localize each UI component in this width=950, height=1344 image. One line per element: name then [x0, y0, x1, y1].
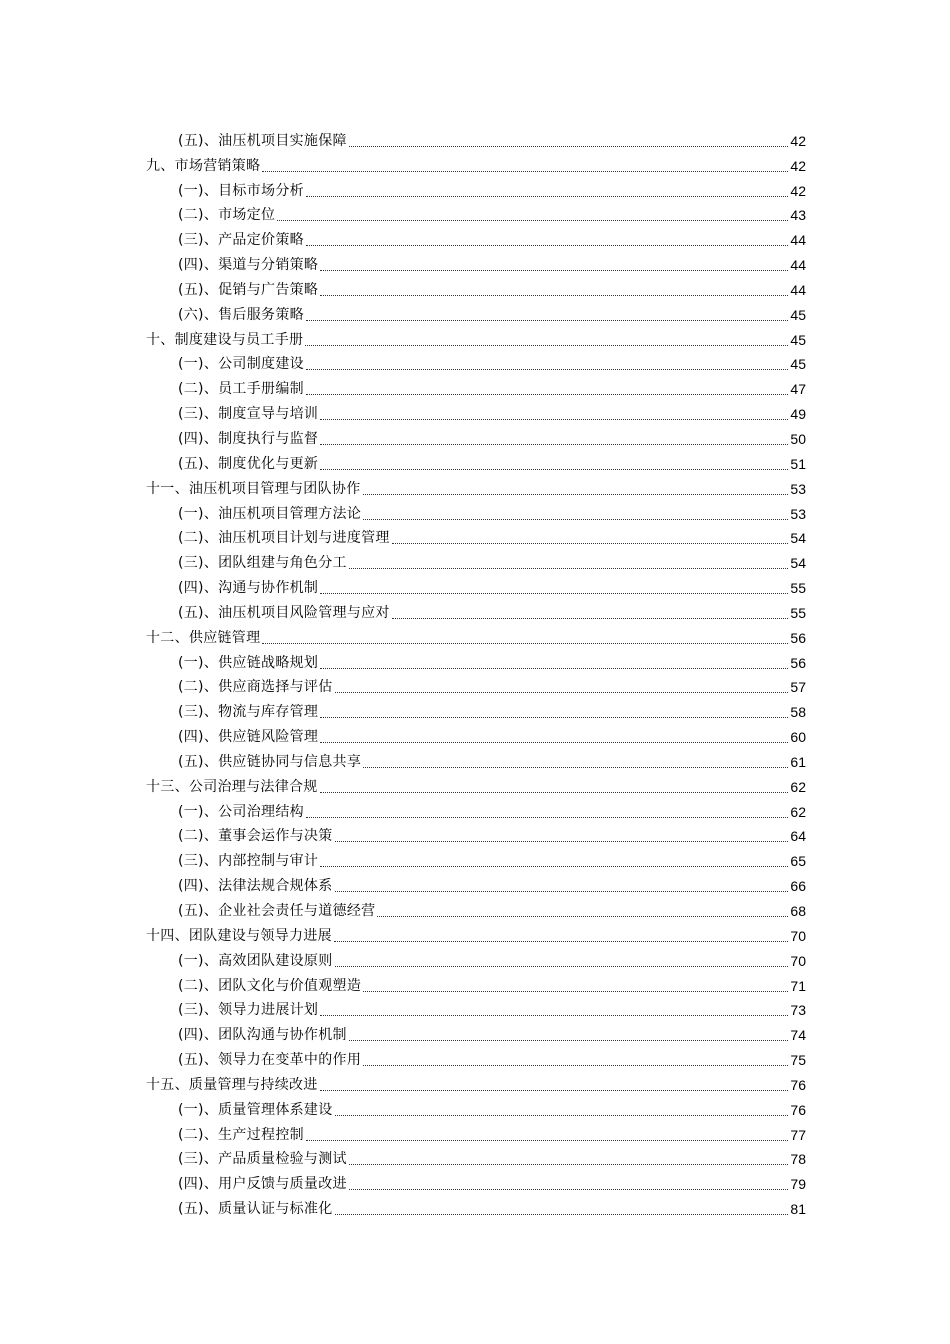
- toc-dot-leader: [320, 443, 788, 445]
- toc-page-number: 70: [790, 927, 806, 944]
- toc-dot-leader: [392, 617, 788, 619]
- toc-entry-title: (一)、油压机项目管理方法论: [178, 505, 362, 522]
- toc-section-entry[interactable]: [146, 499, 806, 524]
- toc-dot-leader: [363, 1064, 788, 1066]
- toc-page-number: 57: [790, 679, 806, 696]
- toc-entry-title: (四)、法律法规合规体系: [178, 878, 333, 895]
- toc-entry-title: (五)、领导力在变革中的作用: [178, 1052, 362, 1069]
- toc-entry-title: (二)、油压机项目计划与进度管理: [178, 530, 390, 547]
- toc-dot-leader: [335, 1213, 788, 1215]
- toc-dot-leader: [306, 244, 788, 246]
- toc-dot-leader: [306, 393, 788, 395]
- toc-dot-leader: [306, 816, 788, 818]
- toc-entry-title: (一)、公司制度建设: [178, 356, 304, 373]
- toc-entry-title: (一)、高效团队建设原则: [178, 952, 333, 969]
- toc-dot-leader: [277, 219, 788, 221]
- toc-section-entry[interactable]: [146, 399, 806, 424]
- toc-dot-leader: [320, 468, 788, 470]
- toc-chapter-entry[interactable]: [146, 772, 806, 797]
- toc-entry-title: (五)、促销与广告策略: [178, 281, 319, 298]
- toc-section-entry[interactable]: [146, 126, 806, 151]
- toc-entry-title: (三)、物流与库存管理: [178, 704, 319, 721]
- toc-page-number: 71: [790, 977, 806, 994]
- toc-section-entry[interactable]: [146, 946, 806, 971]
- toc-dot-leader: [320, 865, 788, 867]
- toc-section-entry[interactable]: [146, 822, 806, 847]
- toc-page-number: 49: [790, 406, 806, 423]
- toc-entry-title: (二)、生产过程控制: [178, 1126, 304, 1143]
- toc-dot-leader: [363, 990, 788, 992]
- toc-page-number: 76: [790, 1076, 806, 1093]
- toc-entry-title: (二)、团队文化与价值观塑造: [178, 977, 362, 994]
- toc-entry-title: (一)、供应链战略规划: [178, 654, 319, 671]
- toc-page-number: 75: [790, 1052, 806, 1069]
- toc-dot-leader: [306, 319, 788, 321]
- toc-page-number: 56: [790, 654, 806, 671]
- toc-entry-title: 十三、公司治理与法律合规: [146, 778, 318, 795]
- toc-page-number: 53: [790, 505, 806, 522]
- toc-page-number: 42: [790, 182, 806, 199]
- toc-dot-leader: [262, 170, 788, 172]
- toc-dot-leader: [305, 344, 788, 346]
- toc-section-entry[interactable]: [146, 250, 806, 275]
- toc-section-entry[interactable]: [146, 722, 806, 747]
- toc-chapter-entry[interactable]: [146, 623, 806, 648]
- toc-chapter-entry[interactable]: [146, 1070, 806, 1095]
- toc-page-number: 51: [790, 455, 806, 472]
- toc-dot-leader: [320, 716, 788, 718]
- toc-entry-title: (四)、团队沟通与协作机制: [178, 1027, 347, 1044]
- toc-entry-title: (四)、制度执行与监督: [178, 430, 319, 447]
- toc-section-entry[interactable]: [146, 548, 806, 573]
- toc-entry-title: (三)、产品定价策略: [178, 232, 304, 249]
- toc-dot-leader: [320, 791, 788, 793]
- toc-entry-title: (一)、目标市场分析: [178, 182, 304, 199]
- toc-section-entry[interactable]: [146, 996, 806, 1021]
- toc-page-number: 73: [790, 1002, 806, 1019]
- toc-dot-leader: [349, 1039, 788, 1041]
- toc-section-entry[interactable]: [146, 374, 806, 399]
- toc-section-entry[interactable]: [146, 871, 806, 896]
- toc-entry-title: (一)、公司治理结构: [178, 803, 304, 820]
- toc-entry-title: (二)、市场定位: [178, 207, 276, 224]
- toc-entry-title: (六)、售后服务策略: [178, 306, 304, 323]
- toc-page-number: 58: [790, 704, 806, 721]
- toc-section-entry[interactable]: [146, 1120, 806, 1145]
- toc-entry-title: (五)、企业社会责任与道德经营: [178, 903, 376, 919]
- toc-page-number: 68: [790, 903, 806, 919]
- toc-chapter-entry[interactable]: [146, 921, 806, 946]
- toc-section-entry[interactable]: [146, 524, 806, 549]
- toc-page-number: 70: [790, 952, 806, 969]
- toc-chapter-entry[interactable]: [146, 474, 806, 499]
- toc-dot-leader: [335, 965, 788, 967]
- toc-page-number: 62: [790, 778, 806, 795]
- toc-section-entry[interactable]: [146, 350, 806, 375]
- toc-page-number: 61: [790, 753, 806, 770]
- toc-section-entry[interactable]: [146, 1145, 806, 1170]
- toc-section-entry[interactable]: [146, 300, 806, 325]
- toc-dot-leader: [262, 642, 788, 644]
- toc-page-number: 44: [790, 232, 806, 249]
- toc-entry-title: 十、制度建设与员工手册: [146, 331, 304, 348]
- toc-dot-leader: [349, 1188, 788, 1190]
- toc-entry-title: (三)、领导力进展计划: [178, 1002, 319, 1019]
- toc-section-entry[interactable]: [146, 573, 806, 598]
- toc-entry-title: (五)、油压机项目实施保障: [178, 132, 347, 149]
- toc-entry-title: (五)、供应链协同与信息共享: [178, 753, 362, 770]
- toc-section-entry[interactable]: [146, 176, 806, 201]
- toc-page-number: 42: [790, 132, 806, 149]
- toc-dot-leader: [335, 890, 788, 892]
- toc-section-entry[interactable]: [146, 1194, 806, 1219]
- toc-section-entry[interactable]: [146, 797, 806, 822]
- toc-entry-title: 十五、质量管理与持续改进: [146, 1076, 318, 1093]
- toc-page-number: 74: [790, 1027, 806, 1044]
- toc-chapter-entry[interactable]: [146, 325, 806, 350]
- toc-page-number: 43: [790, 207, 806, 224]
- toc-entry-title: 十四、团队建设与领导力进展: [146, 927, 332, 944]
- toc-entry-title: (三)、制度宣导与培训: [178, 406, 319, 423]
- toc-section-entry[interactable]: [146, 598, 806, 623]
- toc-section-entry[interactable]: [146, 697, 806, 722]
- toc-section-entry[interactable]: [146, 747, 806, 772]
- toc-section-entry[interactable]: [146, 424, 806, 449]
- toc-page-number: 62: [790, 803, 806, 820]
- toc-dot-leader: [363, 493, 789, 495]
- toc-entry-title: (三)、团队组建与角色分工: [178, 555, 347, 572]
- toc-page-number: 81: [790, 1201, 806, 1218]
- toc-entry-title: (五)、油压机项目风险管理与应对: [178, 604, 390, 621]
- toc-page-number: 42: [790, 157, 806, 174]
- toc-entry-title: 十一、油压机项目管理与团队协作: [146, 480, 361, 497]
- toc-section-entry[interactable]: [146, 201, 806, 226]
- toc-dot-leader: [320, 418, 788, 420]
- toc-dot-leader: [335, 840, 788, 842]
- toc-dot-leader: [335, 1114, 788, 1116]
- toc-page-number: 55: [790, 604, 806, 621]
- toc-dot-leader: [320, 1089, 788, 1091]
- toc-entry-title: (四)、沟通与协作机制: [178, 580, 319, 597]
- toc-dot-leader: [320, 667, 788, 669]
- toc-section-entry[interactable]: [146, 971, 806, 996]
- toc-dot-leader: [363, 766, 788, 768]
- toc-dot-leader: [392, 542, 788, 544]
- toc-entry-title: (四)、供应链风险管理: [178, 729, 319, 746]
- toc-section-entry[interactable]: [146, 896, 806, 921]
- toc-chapter-entry[interactable]: [146, 151, 806, 176]
- toc-page-number: 44: [790, 257, 806, 274]
- toc-entry-title: (二)、供应商选择与评估: [178, 679, 333, 696]
- toc-dot-leader: [335, 691, 788, 693]
- toc-page-number: 44: [790, 281, 806, 298]
- toc-entry-title: (一)、质量管理体系建设: [178, 1101, 333, 1118]
- toc-page-number: 60: [790, 729, 806, 746]
- toc-dot-leader: [306, 195, 788, 197]
- toc-dot-leader: [349, 567, 788, 569]
- toc-page-number: 54: [790, 555, 806, 572]
- toc-page-number: 45: [790, 356, 806, 373]
- toc-section-entry[interactable]: [146, 225, 806, 250]
- toc-section-entry[interactable]: [146, 1045, 806, 1070]
- toc-page-number: 64: [790, 828, 806, 845]
- toc-section-entry[interactable]: [146, 1020, 806, 1045]
- table-of-contents: [146, 126, 806, 1219]
- toc-page-number: 50: [790, 430, 806, 447]
- toc-section-entry[interactable]: [146, 673, 806, 698]
- toc-page-number: 47: [790, 381, 806, 398]
- toc-dot-leader: [306, 1139, 788, 1141]
- toc-page-number: 54: [790, 530, 806, 547]
- toc-dot-leader: [320, 294, 788, 296]
- toc-page-number: 56: [790, 629, 806, 646]
- toc-section-entry[interactable]: [146, 1095, 806, 1120]
- toc-dot-leader: [320, 1014, 788, 1016]
- toc-page-number: 55: [790, 580, 806, 597]
- toc-section-entry[interactable]: [146, 846, 806, 871]
- toc-page-number: 77: [790, 1126, 806, 1143]
- toc-page-number: 45: [790, 306, 806, 323]
- toc-page-number: 76: [790, 1101, 806, 1118]
- toc-section-entry[interactable]: [146, 648, 806, 673]
- toc-page-number: 53: [790, 480, 806, 497]
- toc-section-entry[interactable]: [146, 1169, 806, 1194]
- toc-dot-leader: [334, 940, 788, 942]
- toc-section-entry[interactable]: [146, 449, 806, 474]
- toc-dot-leader: [320, 269, 788, 271]
- toc-entry-title: 十二、供应链管理: [146, 629, 261, 646]
- toc-page-number: 79: [790, 1176, 806, 1193]
- toc-entry-title: (二)、员工手册编制: [178, 381, 304, 398]
- toc-entry-title: (五)、制度优化与更新: [178, 455, 319, 472]
- toc-dot-leader: [320, 741, 788, 743]
- toc-section-entry[interactable]: [146, 275, 806, 300]
- toc-entry-title: (二)、董事会运作与决策: [178, 828, 333, 845]
- toc-dot-leader: [363, 518, 788, 520]
- toc-dot-leader: [349, 1163, 788, 1165]
- toc-page-number: 45: [790, 331, 806, 348]
- toc-entry-title: 九、市场营销策略: [146, 157, 261, 174]
- toc-dot-leader: [377, 915, 788, 917]
- toc-dot-leader: [349, 145, 788, 147]
- toc-dot-leader: [306, 368, 788, 370]
- toc-entry-title: (三)、产品质量检验与测试: [178, 1151, 347, 1168]
- toc-page-number: 66: [790, 878, 806, 895]
- toc-page-number: 65: [790, 853, 806, 870]
- toc-page-number: 78: [790, 1151, 806, 1168]
- toc-entry-title: (四)、渠道与分销策略: [178, 257, 319, 274]
- toc-entry-title: (五)、质量认证与标准化: [178, 1201, 333, 1218]
- toc-entry-title: (三)、内部控制与审计: [178, 853, 319, 870]
- toc-dot-leader: [320, 592, 788, 594]
- toc-entry-title: (四)、用户反馈与质量改进: [178, 1176, 347, 1193]
